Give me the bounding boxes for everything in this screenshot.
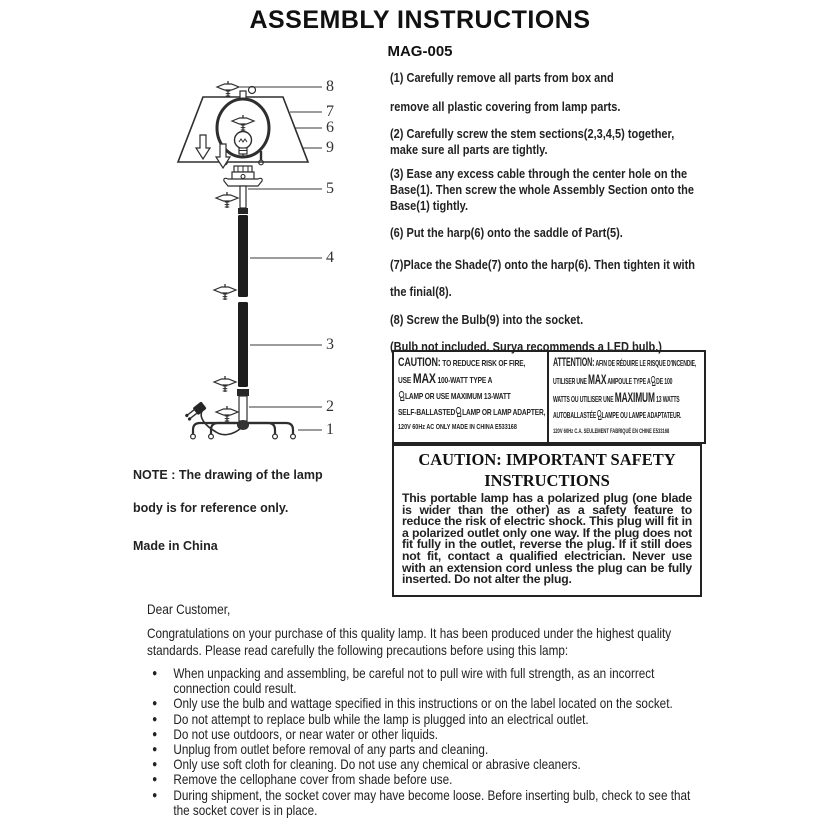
page-title: ASSEMBLY INSTRUCTIONS (249, 6, 591, 34)
wing-screw-icon (216, 406, 238, 422)
caution-label-box (392, 350, 706, 444)
bullet-icon: ● (152, 698, 158, 710)
caution-box-en: CAUTION: TO REDUCE RISK OF FIRE, USE MAX 100-WATT TYPE A LAMP OR USE MAXIMUM 13-WATT SELF-BALLASTED LAMP OR LAMP ADAPTER, 120V 60Hz AC ONLY MADE IN CHINA E533168 (394, 352, 549, 442)
caution-fr-line3: WATTS OU UTILISER UNE (553, 395, 614, 404)
note-line-2: body is for reference only. (133, 501, 289, 515)
caution-word-en: CAUTION: (398, 357, 441, 369)
bullet-icon: ● (152, 789, 158, 801)
part-label-4: 4 (326, 249, 334, 266)
part-label-6: 6 (326, 119, 334, 136)
bulb-icon (399, 391, 404, 401)
precaution-list (147, 666, 705, 818)
caution-word-fr: ATTENTION: (553, 357, 595, 369)
safety-title-line2: INSTRUCTIONS (484, 471, 610, 490)
caution-fr-line4: AUTOBALLASTÉE (553, 411, 597, 420)
part-label-7: 7 (326, 103, 334, 120)
part-label-1: 1 (326, 421, 334, 438)
assembly-step-6: (6) Put the harp(6) onto the saddle of Part(5). (390, 226, 623, 240)
cert-number: E533168 (495, 424, 517, 431)
bullet-icon: ● (152, 744, 158, 756)
base (191, 421, 296, 439)
lamp-diagram (140, 65, 326, 447)
caution-en-line5: 120V 60Hz AC ONLY MADE IN CHINA (398, 424, 494, 431)
part-label-9: 9 (326, 139, 334, 156)
caution-en-line2: USE (398, 375, 412, 385)
precaution-item: ● Do not attempt to replace bulb while the lamp is plugged into an electrical outlet. (152, 711, 589, 727)
caution-fr-line1: AFIN DE RÉDUIRE LE RISQUE D'INCENDIE, (595, 359, 697, 368)
precaution-item: ● Only use the bulb and wattage specified in this instructions or on the label located on the socket. (152, 696, 673, 712)
assembly-step-2: (2) Carefully screw the stem sections(2,3,4,5) together, make sure all parts are tightly. (390, 127, 675, 157)
finial (217, 81, 256, 97)
caution-fr-line2: UTILISER UNE (553, 377, 587, 386)
precaution-item: ● Unplug from outlet before removal of any parts and cleaning. (152, 742, 489, 758)
precaution-item: ● During shipment, the socket cover may have become loose. Before inserting bulb, check to see that the socket cover is in place. (152, 787, 691, 818)
letter-intro: Congratulations on your purchase of this quality lamp. It has been produced under the highest quality standards. Please read carefully the following precautions before using this lamp: (147, 626, 672, 658)
bulb-icon (456, 407, 461, 417)
wing-screw-icon (216, 192, 238, 208)
bullet-icon: ● (152, 713, 158, 725)
assembly-step-8: (8) Screw the Bulb(9) into the socket. (390, 312, 584, 327)
precaution-item: ● Remove the cellophane cover from shade before use. (152, 772, 453, 788)
assembly-step-3: (3) Ease any excess cable through the center hole on the Base(1). Then screw the whole Assembly Section onto the Base(1) tightly. (390, 167, 694, 213)
precaution-item: ● When unpacking and assembling, be careful not to pull wire with full strength, as an incorrect connection could result. (152, 666, 655, 697)
caution-box-fr: ATTENTION: AFIN DE RÉDUIRE LE RISQUE D'INCENDIE, UTILISER UNE MAX AMPOULE TYPE A DE 100 WATTS OU UTILISER UNE MAXIMUM 13 WATTS AUTOBALLASTÉE LAMPE OU LAMPE ADAPTATEUR. 120V 60Hz C.A. SEULEMENT FABRIQUÉ EN CHINE E533168 (553, 357, 697, 435)
precaution-item: ● Do not use outdoors, or near water or other liquids. (152, 726, 439, 742)
bulb-icon (597, 410, 601, 420)
part-label-8: 8 (326, 78, 334, 95)
caution-fr-line5: 120V 60Hz C.A. SEULEMENT FABRIQUÉ EN CHINE (553, 428, 652, 435)
stem-section-4 (238, 215, 248, 297)
assembly-steps (390, 70, 703, 366)
stem-section-3 (238, 302, 248, 387)
safety-body: This portable lamp has a polarized plug (one blade is wider than the other) as a safety feature to reduce the risk of electric shock. This plug will fit in a polarized outlet only one way. If the plug does not fit fully in the outlet, reverse the plug. If it still does not fit, contact a qualified electrician. Never use with an extension cord unless the plug can be fully inserted. Do not alter the plug. (402, 491, 692, 587)
made-in-china: Made in China (133, 539, 218, 553)
stem-collar (237, 389, 249, 396)
bullet-icon: ● (152, 759, 158, 771)
wing-screw-icon (214, 284, 236, 300)
assembly-step-1a: (1) Carefully remove all parts from box and (390, 71, 614, 85)
assembly-step-7: (7)Place the Shade(7) onto the harp(6). Then tighten it with the finial(8). (390, 258, 695, 299)
safety-title-line1: CAUTION: IMPORTANT SAFETY (418, 450, 676, 469)
caution-en-line3: LAMP OR USE MAXIMUM 13-WATT (405, 391, 511, 401)
customer-letter (147, 601, 705, 818)
letter-salutation: Dear Customer, (147, 601, 231, 617)
bulb-note: (Bulb not included. Surya recommends a LED bulb.) (390, 339, 662, 354)
bulb-icon (651, 376, 655, 386)
stem-section-2 (239, 396, 247, 421)
assembly-step-1b: remove all plastic covering from lamp parts. (390, 100, 621, 114)
caution-en-line4: SELF-BALLASTED (398, 407, 456, 417)
wing-screw-icon (214, 376, 236, 392)
part-label-2: 2 (326, 398, 334, 415)
precaution-item: ● Only use soft cloth for cleaning. Do not use any chemical or abrasive cleaners. (152, 757, 581, 773)
socket (224, 166, 262, 214)
bullet-icon: ● (152, 774, 158, 786)
caution-en-line1: TO REDUCE RISK OF FIRE, (442, 358, 526, 368)
bullet-icon: ● (152, 728, 158, 740)
part-label-3: 3 (326, 336, 334, 353)
note-block (133, 468, 383, 553)
bullet-icon: ● (152, 668, 158, 679)
cert-number: E533168 (652, 428, 670, 435)
model-number: MAG-005 (387, 43, 453, 60)
safety-box (392, 444, 702, 597)
part-label-5: 5 (326, 180, 334, 197)
note-line-1: NOTE : The drawing of the lamp (133, 468, 323, 482)
